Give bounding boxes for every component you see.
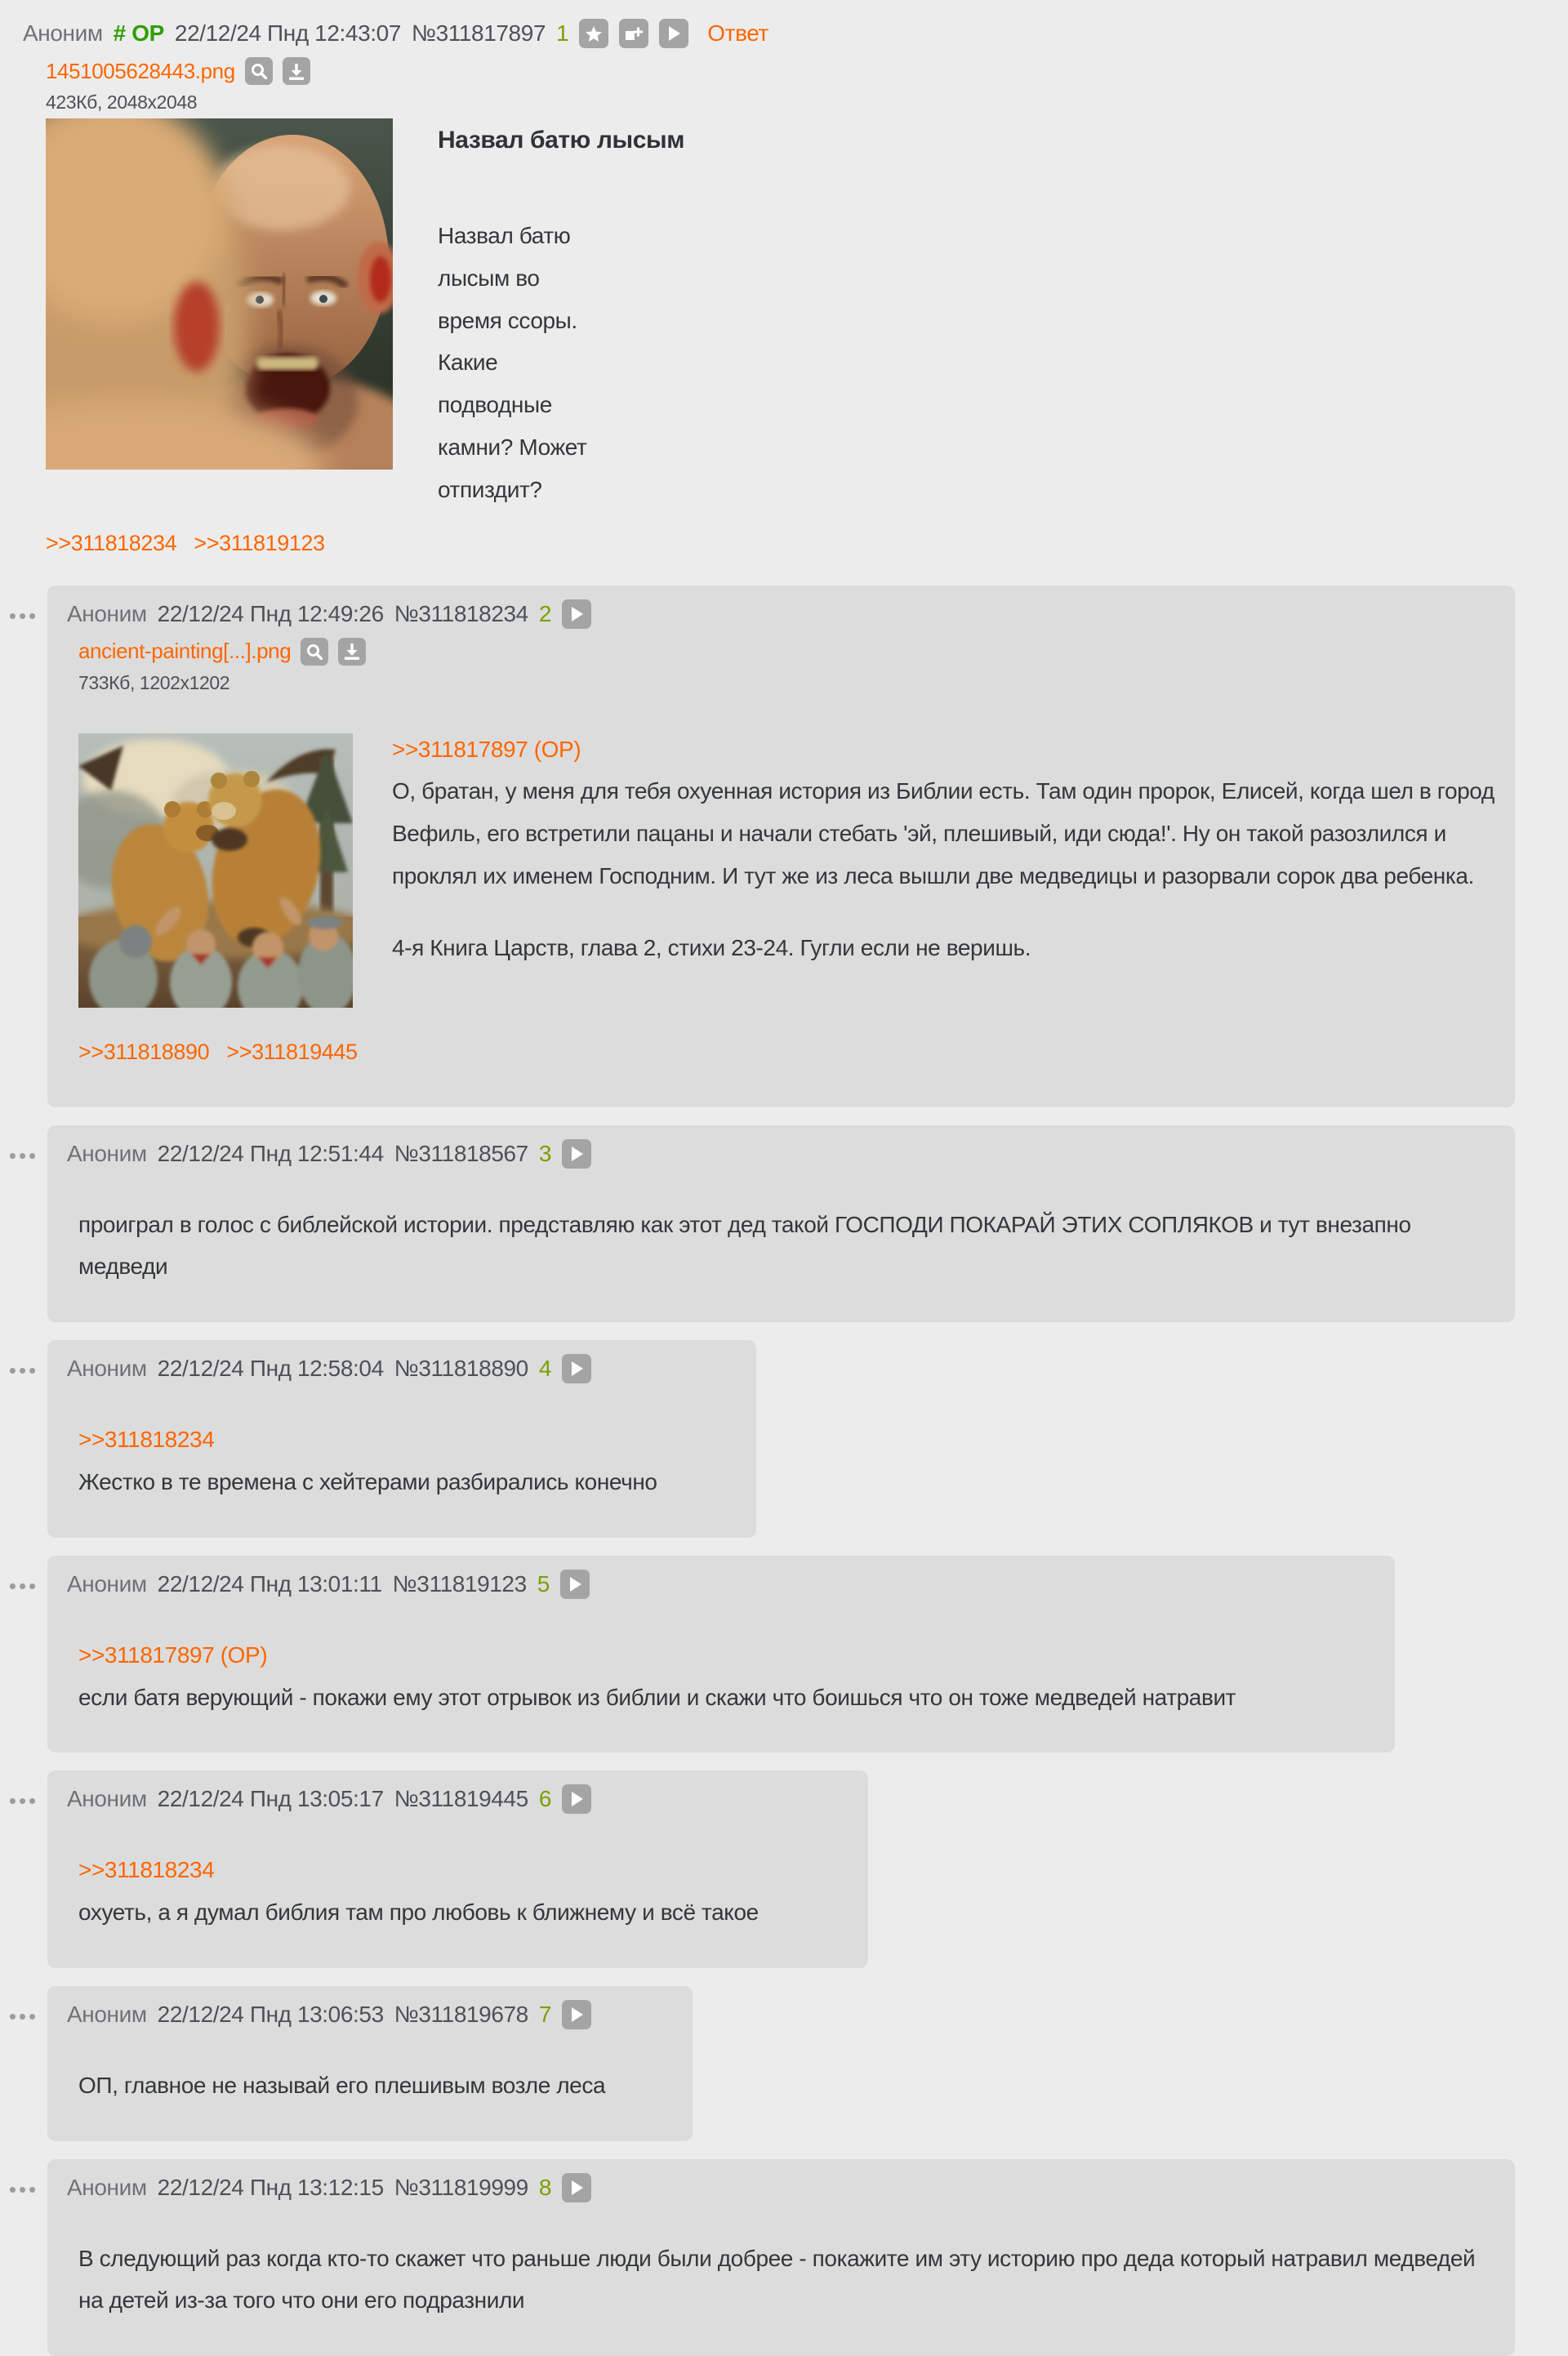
file-name-link[interactable]: ancient-painting[...].png <box>78 639 292 664</box>
file-meta: 423Кб, 2048x2048 <box>46 91 198 113</box>
op-post-header <box>23 18 1545 49</box>
painting-thumbnail-art <box>78 733 353 1008</box>
op-thumbnail-art <box>46 118 393 470</box>
post-menu-three-dots-icon[interactable]: ••• <box>8 1788 39 1814</box>
post-text: ОП, главное не называй его плешивым возле леса <box>78 2072 606 2098</box>
post-datetime: 22/12/24 Пнд 12:51:44 <box>157 1140 384 1166</box>
post-number-link[interactable]: №311819123 <box>392 1570 527 1597</box>
post-menu-three-dots-icon[interactable]: ••• <box>8 1358 39 1383</box>
post-number-link[interactable]: №311819678 <box>394 2001 528 2027</box>
post-number-link[interactable]: №311818890 <box>394 1356 528 1382</box>
post-datetime: 22/12/24 Пнд 12:43:07 <box>174 20 401 46</box>
post-datetime: 22/12/24 Пнд 13:05:17 <box>157 1786 384 1812</box>
post-header <box>67 1353 737 1384</box>
post-count: 7 <box>538 2001 552 2027</box>
post-menu-three-dots-icon[interactable]: ••• <box>8 1142 39 1168</box>
post <box>47 1770 868 1968</box>
post-datetime: 22/12/24 Пнд 13:12:15 <box>157 2174 384 2200</box>
post-text: Назвал батю лысым во время ссоры. Какие подводные камни? Может отпиздит? <box>438 223 587 502</box>
op-post <box>0 8 1568 556</box>
post-text: проиграл в голос с библейской истории. представляю как этот дед такой ГОСПОДИ ПОКАРАЙ ЭТИХ СОПЛЯКОВ и тут внезапно медведи <box>78 1211 1411 1280</box>
post-menu-three-dots-icon[interactable]: ••• <box>8 1573 39 1598</box>
post <box>47 1125 1515 1323</box>
post-header <box>67 1569 1375 1600</box>
post-message <box>78 1849 849 1934</box>
post-menu-three-dots-icon[interactable]: ••• <box>8 603 39 628</box>
post-count: 4 <box>538 1356 552 1382</box>
replies-list <box>46 531 1545 556</box>
search-icon[interactable] <box>301 638 328 666</box>
op-thumbnail-image[interactable] <box>46 118 393 470</box>
post-row <box>0 2159 1515 2356</box>
post-count: 2 <box>538 600 552 626</box>
search-icon[interactable] <box>245 57 273 85</box>
post-text: 4-я Книга Царств, глава 2, стихи 23-24. Гугли если не веришь. <box>392 934 1031 960</box>
post-message <box>78 1634 1375 1719</box>
post-row <box>0 1556 1515 1753</box>
op-file-block <box>46 57 1545 114</box>
play-icon[interactable] <box>560 1570 590 1599</box>
op-body <box>46 118 1545 556</box>
post-menu-three-dots-icon[interactable]: ••• <box>8 2003 39 2029</box>
post-message <box>78 2064 673 2107</box>
post-row <box>0 1340 1515 1538</box>
post-row <box>0 1770 1515 1968</box>
post-text: В следующий раз когда кто-то скажет что раньше люди были добрее - покажите им эту историю про деда который натравил медведей на детей из-за того что они его подразнили <box>78 2245 1476 2314</box>
poster-name: Аноним <box>67 1786 147 1812</box>
play-icon[interactable] <box>562 2173 591 2202</box>
post-count: 5 <box>537 1570 550 1597</box>
quote-link-line <box>78 1634 1375 1677</box>
post-header <box>67 599 1495 630</box>
post-menu-three-dots-icon[interactable]: ••• <box>8 2176 39 2202</box>
post-datetime: 22/12/24 Пнд 12:58:04 <box>157 1356 384 1382</box>
post-text: охуеть, а я думал библия там про любовь к ближнему и всё такое <box>78 1899 759 1926</box>
download-icon[interactable] <box>338 638 366 666</box>
post-count: 1 <box>556 20 569 46</box>
post-count: 3 <box>538 1140 552 1166</box>
spacer <box>0 556 1568 586</box>
file-name-link[interactable]: 1451005628443.png <box>46 58 235 83</box>
reply-button[interactable]: Ответ <box>707 20 768 46</box>
post-message <box>78 2238 1495 2323</box>
post-number-link[interactable]: №311819999 <box>394 2174 528 2200</box>
post-number-link[interactable]: №311817897 <box>411 20 546 46</box>
quote-link-line <box>78 1849 849 1891</box>
post <box>47 586 1515 1107</box>
painting-thumbnail-image[interactable] <box>78 733 353 1008</box>
download-icon[interactable] <box>283 57 310 85</box>
post-number-link[interactable]: №311818234 <box>394 600 528 626</box>
replies-list-link[interactable]: >>311819123 <box>194 530 325 555</box>
quote-link[interactable]: >>311818234 <box>78 1857 215 1883</box>
post-number-link[interactable]: №311818567 <box>394 1140 528 1166</box>
play-icon[interactable] <box>562 1784 591 1814</box>
post-subject: Назвал батю лысым <box>438 127 684 154</box>
quote-link[interactable]: >>311818234 <box>78 1427 215 1453</box>
post-text: О, братан, у меня для тебя охуенная история из Библии есть. Там один пророк, Елисей, когда шел в город Вефиль, его встретили пацаны и начали стебать 'эй, плешивый, иди сюда!'. Ну он такой разозлился и проклял их именем Господним. И тут же из леса вышли две медведицы и разорвали сорок два ребенка. <box>392 778 1494 889</box>
poster-name: Аноним <box>67 2174 147 2200</box>
play-icon[interactable] <box>659 19 688 48</box>
post <box>47 1340 756 1538</box>
poster-name: Аноним <box>67 1570 147 1597</box>
post-header <box>67 1999 673 2030</box>
post-header <box>67 2172 1495 2203</box>
post-count: 8 <box>538 2174 552 2200</box>
post-number-link[interactable]: №311819445 <box>394 1786 528 1812</box>
post-count: 6 <box>538 1786 552 1812</box>
post <box>47 1556 1395 1753</box>
post-row <box>0 1125 1515 1323</box>
post-datetime: 22/12/24 Пнд 12:49:26 <box>157 600 384 626</box>
poster-name: Аноним <box>23 20 103 46</box>
quote-link[interactable]: >>311817897 (ОР) <box>78 1641 268 1668</box>
play-icon[interactable] <box>562 1139 591 1169</box>
replies-list-link[interactable]: >>311818234 <box>46 530 177 555</box>
replies-list-link[interactable]: >>311818890 <box>78 1039 210 1064</box>
play-icon[interactable] <box>562 1354 591 1383</box>
quote-link[interactable]: >>311817897 (ОР) <box>392 736 581 762</box>
poster-name: Аноним <box>67 1356 147 1382</box>
op-badge: # OP <box>113 20 164 46</box>
post-header <box>67 1784 849 1815</box>
post-message <box>78 728 1495 1073</box>
post-datetime: 22/12/24 Пнд 13:06:53 <box>157 2001 384 2027</box>
post-header <box>67 1138 1495 1169</box>
square-plus-icon[interactable] <box>619 19 648 48</box>
play-icon[interactable] <box>562 599 591 629</box>
poster-name: Аноним <box>67 2001 147 2027</box>
file-block <box>78 638 1495 694</box>
poster-name: Аноним <box>67 1140 147 1166</box>
post-message <box>78 1418 737 1503</box>
quote-link-line <box>78 1418 737 1461</box>
play-icon[interactable] <box>562 2000 591 2029</box>
replies-list-link[interactable]: >>311819445 <box>226 1039 358 1064</box>
post <box>47 2159 1515 2356</box>
post-text: если батя верующий - покажи ему этот отрывок из библии и скажи что боишься что он тоже медведей натравит <box>78 1684 1236 1710</box>
post <box>47 1986 693 2141</box>
post-text: Жестко в те времена с хейтерами разбирались конечно <box>78 1468 657 1494</box>
poster-name: Аноним <box>67 600 147 626</box>
post-datetime: 22/12/24 Пнд 13:01:11 <box>157 1570 382 1597</box>
post-row <box>0 1986 1515 2141</box>
replies-list <box>78 1032 1495 1073</box>
file-meta: 733Кб, 1202x1202 <box>78 671 230 693</box>
post-message <box>78 1204 1495 1289</box>
post-row <box>0 586 1515 1107</box>
star-icon[interactable] <box>579 19 608 48</box>
